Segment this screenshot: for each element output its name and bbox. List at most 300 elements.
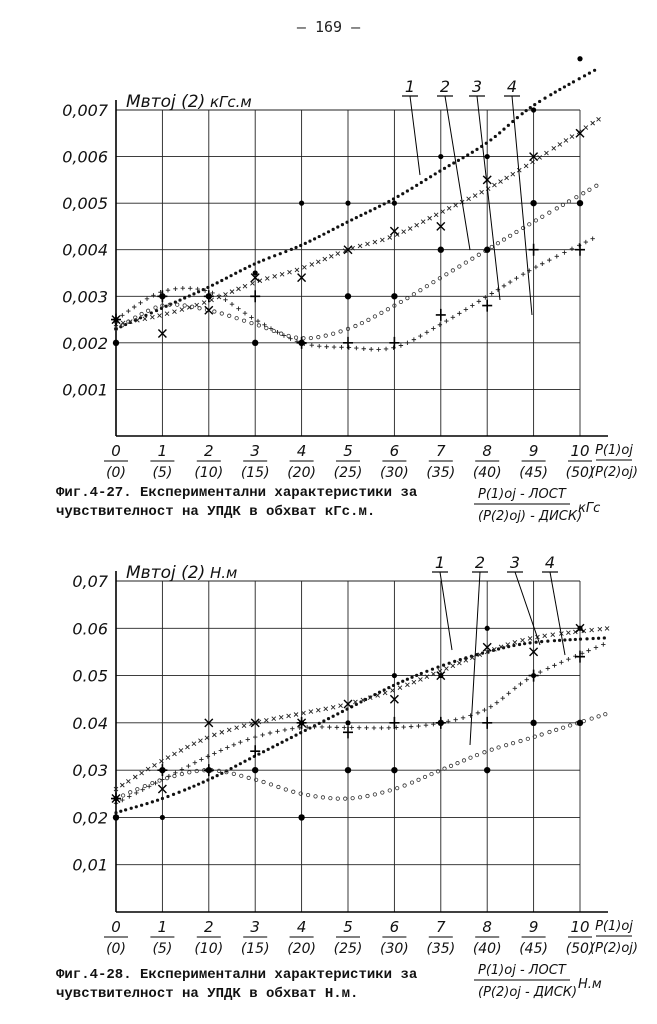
caption-line-1: Фиг.4-28. Експериментални характеристики за	[56, 967, 418, 983]
curve-dot	[202, 781, 205, 784]
curve-dot	[183, 788, 186, 791]
curve-circle	[528, 223, 531, 226]
curve-circle	[165, 776, 168, 779]
x-tick-label: 9	[528, 918, 539, 936]
curve-circle	[351, 796, 354, 799]
curve-plus	[275, 330, 279, 334]
curve-plus	[508, 280, 512, 284]
curve-dot	[327, 230, 330, 233]
curve-dot	[567, 83, 570, 86]
data-point	[160, 815, 165, 820]
curve-circle	[597, 715, 600, 718]
curve-label-2: 2	[474, 553, 486, 572]
data-point	[299, 201, 304, 206]
curve-circle	[381, 791, 384, 794]
curve-dot	[257, 260, 260, 263]
curve-dot	[345, 708, 348, 711]
x-tick-label: 3	[250, 442, 260, 460]
curve-plus	[502, 284, 506, 288]
curve-dot	[387, 200, 390, 203]
curve-dot	[538, 100, 541, 103]
x-tick-sub-label: (5)	[152, 465, 173, 481]
curve-dot	[540, 640, 543, 643]
x-tick-sub-label: (20)	[287, 941, 316, 957]
curve-dot	[166, 795, 169, 798]
curve-plus	[246, 737, 250, 741]
curve-dot	[507, 124, 510, 127]
curve-dot	[364, 212, 367, 215]
grid	[116, 581, 580, 912]
curve-circle	[228, 314, 231, 317]
x-tick-label: 4	[296, 918, 307, 936]
curve-cross	[584, 126, 588, 130]
data-point	[575, 244, 585, 256]
curve-label-leader	[515, 572, 540, 645]
curve-cross	[598, 627, 602, 631]
curve-label-3: 3	[471, 77, 483, 96]
curve-plus	[546, 666, 550, 670]
curve-circle	[464, 261, 467, 264]
data-point	[253, 270, 258, 275]
curve-cross	[185, 745, 189, 749]
x-tick-label: 2	[204, 442, 214, 460]
curve-label-leader	[550, 572, 565, 655]
curve-circle	[483, 751, 486, 754]
curve-plus	[534, 265, 538, 269]
curve-plus	[387, 726, 391, 730]
curve-cross	[331, 705, 335, 709]
curve-circle	[366, 794, 369, 797]
x-tick-sub-label: (15)	[240, 465, 270, 481]
caption-line-2: чувствителност на УПДК в обхват Н.м.	[56, 986, 359, 1002]
curve-cross	[195, 303, 199, 307]
formula-denominator: (P(2)oj - ДИСК)	[478, 985, 578, 1000]
curve-plus	[357, 725, 361, 729]
curve-cross	[265, 276, 269, 280]
curve-dot	[119, 810, 122, 813]
x-tick-sub-label: (25)	[333, 465, 363, 481]
curve-dot	[220, 279, 223, 282]
curve-cross	[323, 257, 327, 261]
data-point	[577, 200, 583, 206]
curve-dot	[336, 225, 339, 228]
curve-dot	[234, 272, 237, 275]
caption-fig-4-28	[56, 966, 456, 1004]
curve-plus	[188, 286, 192, 290]
curve-dot	[578, 77, 581, 80]
curve-dot	[603, 636, 606, 639]
curve-circle	[247, 776, 250, 779]
curve-dot	[523, 642, 526, 645]
curve-cross	[408, 227, 412, 231]
curve-circle	[395, 786, 398, 789]
curve-cross	[288, 270, 292, 274]
x-tick-label: 10	[570, 918, 590, 936]
curve-dot	[299, 731, 302, 734]
curve-plus	[193, 761, 197, 765]
curve-circle	[220, 312, 223, 315]
curve-circle	[456, 761, 459, 764]
data-point	[482, 300, 492, 312]
curve-circle	[540, 733, 543, 736]
curve-dot	[192, 785, 195, 788]
curve-circle	[432, 280, 435, 283]
curve-plus	[586, 648, 590, 652]
curve-plus	[416, 724, 420, 728]
curve-dot	[234, 765, 237, 768]
y-axis-unit: Н.м	[210, 564, 238, 582]
curve-cross	[544, 151, 548, 155]
curve-circle	[604, 713, 607, 716]
curve-dot	[279, 252, 282, 255]
curve-dot	[420, 672, 423, 675]
curve-plus	[335, 725, 339, 729]
curve-dot	[130, 807, 133, 810]
curve-dot	[318, 235, 321, 238]
curve-dot	[392, 197, 395, 200]
curve-cross	[301, 711, 305, 715]
curve-plus	[521, 272, 525, 276]
curve-plus	[562, 250, 566, 254]
curve-dot	[225, 276, 228, 279]
curve-circle	[354, 324, 357, 327]
curve-label-leader	[477, 96, 500, 300]
curve-circle	[458, 265, 461, 268]
curve-dot	[410, 187, 413, 190]
curve-dot	[139, 316, 142, 319]
curve-circle	[188, 771, 191, 774]
data-point	[529, 670, 539, 682]
x-tick-label: 6	[389, 918, 400, 936]
curve-plus	[552, 663, 556, 667]
curve-cross	[230, 290, 234, 294]
curve-circle	[306, 793, 309, 796]
curve-dot	[434, 172, 437, 175]
curve-plus	[482, 708, 486, 712]
curve-dot	[267, 748, 270, 751]
curve-dot	[453, 660, 456, 663]
curve-cross	[441, 210, 445, 214]
curve-dot	[563, 638, 566, 641]
data-point	[250, 290, 260, 302]
curve-dot	[415, 674, 418, 677]
curve-plus	[268, 731, 272, 735]
curve-circle	[360, 321, 363, 324]
curve-cross	[551, 633, 555, 637]
curve-dot	[114, 811, 117, 814]
data-point	[530, 200, 536, 206]
curve-circle	[235, 316, 238, 319]
curve-dot	[406, 189, 409, 192]
caption-fig-4-27	[56, 484, 456, 522]
curve-dot	[145, 802, 148, 805]
curve-plus	[464, 307, 468, 311]
curve-dot	[341, 710, 344, 713]
curve-plus	[223, 298, 227, 302]
curve-plus	[424, 723, 428, 727]
curve-dot	[431, 668, 434, 671]
y-tick-label: 0,02	[72, 808, 108, 828]
curve-dot	[378, 205, 381, 208]
curve-circle	[367, 318, 370, 321]
curve-dot	[549, 93, 552, 96]
curve-dot	[257, 752, 260, 755]
curve-cross	[528, 636, 532, 640]
curve-circle	[143, 784, 146, 787]
caption-line-2: чувствителност на УПДК в обхват кГс.м.	[56, 504, 376, 520]
curve-dot	[543, 97, 546, 100]
curve-dot	[285, 738, 288, 741]
curve-circle	[419, 289, 422, 292]
curve-circle	[265, 326, 268, 329]
curve-circle	[430, 772, 433, 775]
curve-dot	[535, 641, 538, 644]
curve-dot	[475, 148, 478, 151]
curve-dot	[248, 757, 251, 760]
curve-plus	[260, 733, 264, 737]
curve-plus	[230, 302, 234, 306]
y-tick-label: 0,004	[62, 240, 108, 260]
data-point	[252, 767, 258, 773]
curve-dot	[178, 298, 181, 301]
curve-cross	[121, 321, 125, 325]
curve-cross	[454, 203, 458, 207]
curve-plus	[283, 728, 287, 732]
curve-plus	[354, 346, 358, 350]
curve-cross	[302, 265, 306, 269]
data-point	[389, 337, 399, 349]
curve-cross	[166, 756, 170, 760]
data-point	[436, 309, 446, 321]
curve-cross	[158, 314, 162, 318]
curve-plus	[310, 343, 314, 347]
curve-circle	[242, 319, 245, 322]
y-axis-unit: кГс.м	[210, 93, 252, 111]
formula-numerator: P(1)oj - ЛОСТ	[478, 487, 566, 502]
curve-plus	[350, 725, 354, 729]
data-point	[204, 764, 214, 776]
curve-dot	[216, 281, 219, 284]
curve-plus	[256, 319, 260, 323]
curve-circle	[412, 292, 415, 295]
curve-circle	[292, 790, 295, 793]
curve-dot	[211, 284, 214, 287]
curve-cross	[120, 783, 124, 787]
curve-plus	[236, 306, 240, 310]
data-point	[436, 717, 446, 729]
x-tick-sub-label: (40)	[472, 941, 502, 957]
curve-cross	[388, 235, 392, 239]
curve-circle	[279, 332, 282, 335]
curve-circle	[121, 794, 124, 797]
x-tick-sub-label: (45)	[519, 465, 548, 481]
curve-circle	[519, 739, 522, 742]
curve-circle	[284, 788, 287, 791]
curve-plus	[538, 670, 542, 674]
curve-dot	[332, 715, 335, 718]
curve-4	[114, 236, 595, 351]
curve-circle	[469, 756, 472, 759]
curve-circle	[399, 300, 402, 303]
curve-plus	[212, 751, 216, 755]
data-point	[438, 154, 443, 159]
curve-cross	[179, 748, 183, 752]
curve-cross	[380, 238, 384, 242]
data-point	[438, 247, 444, 253]
curve-plus	[151, 293, 155, 297]
curve-dot	[183, 296, 186, 299]
curve-plus	[327, 725, 331, 729]
curve-plus	[405, 341, 409, 345]
data-point	[345, 201, 350, 206]
curve-dot	[140, 804, 143, 807]
y-tick-label: 0.05	[72, 666, 108, 686]
curve-plus	[127, 794, 131, 798]
curve-plus	[253, 735, 257, 739]
x-tick-sub-label: (35)	[426, 465, 456, 481]
curve-cross	[492, 183, 496, 187]
data-point	[482, 717, 492, 729]
curve-plus	[342, 725, 346, 729]
curve-circle	[568, 724, 571, 727]
curve-dot	[443, 167, 446, 170]
curve-dot	[401, 680, 404, 683]
curve-dot	[135, 805, 138, 808]
x-tick-sub-label: (50)	[565, 941, 595, 957]
curve-plus	[320, 725, 324, 729]
curve-circle	[582, 192, 585, 195]
data-point	[391, 293, 397, 299]
curve-cross	[521, 638, 525, 642]
curve-plus	[470, 303, 474, 307]
curve-cross	[480, 190, 484, 194]
x-tick-label: 6	[389, 442, 400, 460]
x-tick-label: 0	[111, 918, 121, 936]
curve-circle	[526, 737, 529, 740]
curve-dot	[206, 778, 209, 781]
curve-circle	[490, 245, 493, 248]
data-point	[531, 107, 536, 112]
curve-plus	[525, 677, 529, 681]
curve-plus	[372, 726, 376, 730]
curve-dot	[554, 91, 557, 94]
curve-cross	[329, 254, 333, 258]
x-tick-label: 2	[204, 918, 214, 936]
curve-dot	[172, 793, 175, 796]
curve-cross	[412, 680, 416, 684]
page-number: – 169 –	[296, 18, 361, 36]
curve-plus	[206, 754, 210, 758]
curve-plus	[364, 726, 368, 730]
curve-dot	[273, 254, 276, 257]
curve-label-leader	[512, 96, 532, 315]
curve-cross	[566, 631, 570, 635]
curve-circle	[497, 746, 500, 749]
curve-dot	[336, 712, 339, 715]
curve-dot	[583, 74, 586, 77]
curve-cross	[205, 736, 209, 740]
formula-denominator: (P(2)oj) - ДИСК)	[478, 509, 583, 524]
curve-dot	[546, 640, 549, 643]
curve-plus	[332, 345, 336, 349]
curve-plus	[490, 291, 494, 295]
curve-cross	[316, 708, 320, 712]
curve-dot	[457, 159, 460, 162]
curve-circle	[508, 234, 511, 237]
curve-cross	[524, 164, 528, 168]
curve-plus	[153, 781, 157, 785]
curve-cross	[227, 728, 231, 732]
x-tick-label: 10	[570, 442, 590, 460]
curve-cross	[511, 172, 515, 176]
curve-plus	[559, 660, 563, 664]
curve-plus	[288, 336, 292, 340]
y-tick-label: 0.06	[72, 619, 108, 639]
curve-cross	[564, 138, 568, 142]
curve-dot	[268, 256, 271, 259]
data-point	[485, 154, 490, 159]
curve-3	[114, 184, 598, 340]
curve-circle	[250, 321, 253, 324]
curve-dot	[387, 686, 390, 689]
curve-cross	[295, 268, 299, 272]
curve-dot	[150, 311, 153, 314]
curve-dot	[461, 156, 464, 159]
curve-cross	[473, 194, 477, 198]
curve-dot	[359, 214, 362, 217]
curve-dot	[216, 774, 219, 777]
curve-plus	[134, 791, 138, 795]
curve-circle	[287, 334, 290, 337]
curve-dot	[466, 153, 469, 156]
grid	[116, 110, 580, 436]
curve-cross	[126, 779, 130, 783]
curve-circle	[388, 789, 391, 792]
curve-cross	[590, 628, 594, 632]
data-point	[484, 767, 490, 773]
curve-cross	[243, 284, 247, 288]
curve-circle	[317, 335, 320, 338]
curve-dot	[401, 192, 404, 195]
curve-cross	[159, 759, 163, 763]
data-point	[298, 814, 304, 820]
x-tick-label: 7	[436, 918, 446, 936]
curve-dot	[322, 719, 325, 722]
curve-cross	[505, 176, 509, 180]
curve-cross	[250, 281, 254, 285]
curve-cross	[143, 317, 147, 321]
curve-label-leader	[440, 572, 452, 650]
curve-label-leader	[445, 96, 470, 250]
curve-plus	[495, 700, 499, 704]
curve-cross	[310, 262, 314, 266]
curve-plus	[477, 299, 481, 303]
curve-circle	[136, 787, 139, 790]
curve-plus	[147, 784, 151, 788]
curve-circle	[269, 783, 272, 786]
data-point	[485, 626, 490, 631]
curve-plus	[186, 764, 190, 768]
curve-plus	[518, 682, 522, 686]
curve-dot	[525, 109, 528, 112]
curve-circle	[344, 797, 347, 800]
curve-cross	[570, 135, 574, 139]
curve-label-4: 4	[544, 553, 556, 572]
curve-circle	[595, 184, 598, 187]
curve-dot	[498, 131, 501, 134]
curve-dot	[572, 80, 575, 83]
curve-plus	[584, 240, 588, 244]
